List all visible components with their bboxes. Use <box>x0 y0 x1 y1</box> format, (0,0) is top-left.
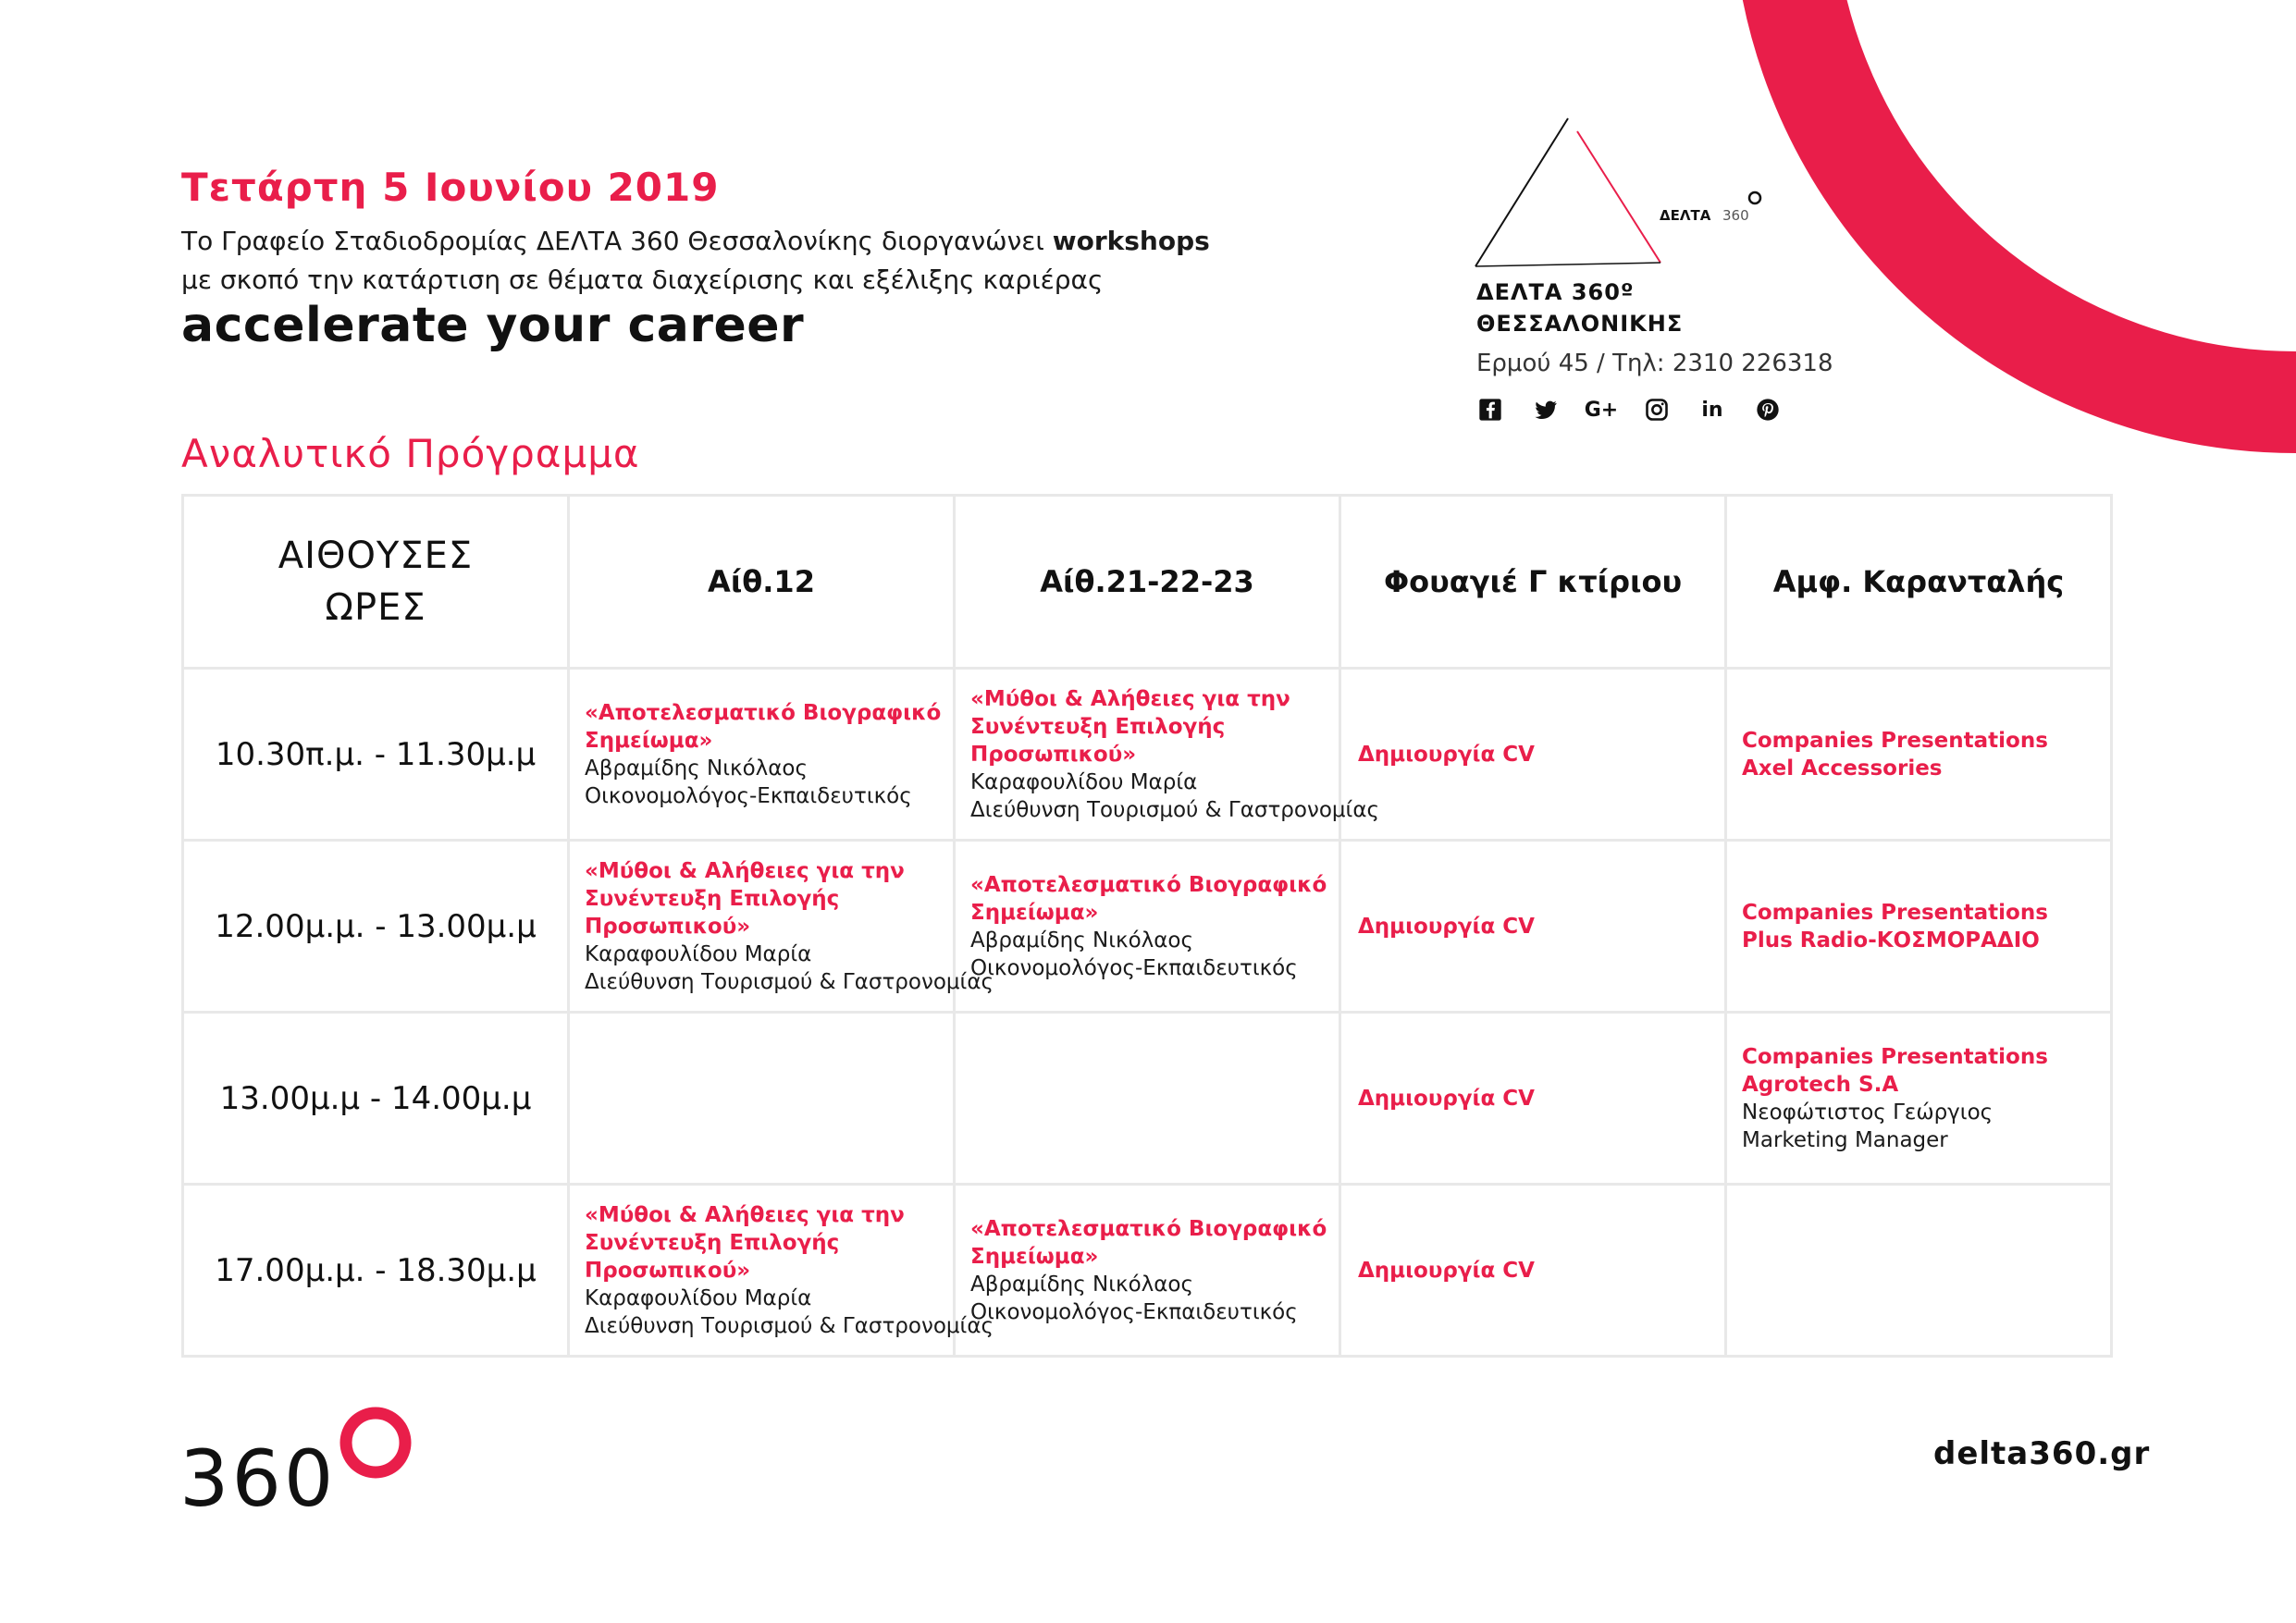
cv-session: Δημιουργία CV <box>1358 742 1535 767</box>
company-cell <box>1726 841 2112 1013</box>
corner-rooms-label: ΑΙΘΟΥΣΕΣ <box>278 535 474 577</box>
linkedin-icon[interactable]: in <box>1701 398 1723 422</box>
time-slot: 12.00μ.μ. - 13.00μ.μ <box>183 841 569 1013</box>
google-plus-icon[interactable]: G+ <box>1584 398 1619 422</box>
corner-hours-label: ΩΡΕΣ <box>325 586 426 629</box>
corner-header <box>183 496 569 669</box>
intro-line1: Το Γραφείο Σταδιοδρομίας ΔΕΛΤΑ 360 Θεσσαλονίκης διοργανώνει <box>181 226 1053 256</box>
brand-ring-icon <box>337 1404 414 1482</box>
session-cell <box>569 841 994 1013</box>
company-cell <box>1726 1013 2112 1185</box>
cv-cell <box>1340 841 1726 1013</box>
company-title: Companies Presentations <box>1742 900 2048 925</box>
logo-mark-number: 360 <box>1722 207 1749 224</box>
intro-text <box>181 222 1210 300</box>
session-title: Προσωπικού» <box>585 914 751 939</box>
cv-session: Δημιουργία CV <box>1358 914 1535 939</box>
time-slot: 10.30π.μ. - 11.30μ.μ <box>183 669 569 841</box>
speaker-role: Διεύθυνση Τουρισμού & Γαστρονομίας <box>585 969 994 994</box>
time-slot: 17.00μ.μ. - 18.30μ.μ <box>183 1185 569 1357</box>
speaker-role: Marketing Manager <box>1742 1127 1948 1152</box>
session-title: «Αποτελεσματικό Βιογραφικό <box>970 1216 1327 1241</box>
speaker-name: Αβραμίδης Νικόλαος <box>970 928 1194 953</box>
cv-session: Δημιουργία CV <box>1358 1258 1535 1283</box>
social-icons <box>1476 396 1782 424</box>
table-row <box>183 669 2112 841</box>
speaker-role: Οικονομολόγος-Εκπαιδευτικός <box>970 955 1298 980</box>
session-cell <box>955 669 1379 841</box>
session-title: Σημείωμα» <box>585 728 713 753</box>
table-header-row <box>183 496 2112 669</box>
speaker-role: Διεύθυνση Τουρισμού & Γαστρονομίας <box>585 1313 994 1338</box>
session-title: «Μύθοι & Αλήθειες για την <box>585 1202 905 1227</box>
table-row <box>183 1013 2112 1185</box>
session-title: Προσωπικού» <box>585 1258 751 1283</box>
session-cell <box>955 841 1340 1013</box>
company-name: Agrotech S.A <box>1742 1072 1899 1097</box>
delta-logo-icon <box>1471 111 1767 277</box>
speaker-role: Οικονομολόγος-Εκπαιδευτικός <box>970 1299 1298 1324</box>
company-name: Plus Radio-ΚΟΣΜΟΡΑΔΙΟ <box>1742 928 2040 953</box>
session-cell <box>569 1185 994 1357</box>
speaker-role: Διεύθυνση Τουρισμού & Γαστρονομίας <box>970 797 1379 822</box>
company-name: Axel Accessories <box>1742 756 1943 781</box>
time-slot: 13.00μ.μ - 14.00μ.μ <box>183 1013 569 1185</box>
speaker-name: Καραφουλίδου Μαρία <box>585 941 812 966</box>
session-title: Σημείωμα» <box>970 1244 1099 1269</box>
empty-cell <box>955 1013 1340 1185</box>
table-row <box>183 841 2112 1013</box>
company-title: Companies Presentations <box>1742 1044 2048 1069</box>
program-title: Αναλυτικό Πρόγραμμα <box>181 431 640 476</box>
brand-number: 360 <box>179 1433 337 1524</box>
session-cell <box>955 1185 1340 1357</box>
cv-cell <box>1340 669 1726 841</box>
logo-mark-text: ΔΕΛΤΑ <box>1660 207 1711 224</box>
cv-cell <box>1340 1185 1726 1357</box>
company-cell <box>1726 669 2112 841</box>
room-header: Φουαγιέ Γ κτίριου <box>1340 496 1726 669</box>
speaker-name: Αβραμίδης Νικόλαος <box>970 1272 1194 1297</box>
schedule-table <box>181 494 2113 1358</box>
speaker-name: Νεοφώτιστος Γεώργιος <box>1742 1100 1994 1125</box>
session-title: «Αποτελεσματικό Βιογραφικό <box>970 872 1327 897</box>
website-link[interactable]: delta360.gr <box>1933 1435 2151 1472</box>
cv-session: Δημιουργία CV <box>1358 1086 1535 1111</box>
session-cell <box>569 669 955 841</box>
session-title: Συνέντευξη Επιλογής <box>970 714 1226 739</box>
speaker-name: Αβραμίδης Νικόλαος <box>585 756 809 781</box>
instagram-icon[interactable] <box>1643 396 1671 424</box>
session-title: Προσωπικού» <box>970 742 1137 767</box>
facebook-icon[interactable] <box>1476 396 1504 424</box>
logo-line2: ΘΕΣΣΑΛΟΝΙΚΗΣ <box>1476 311 1684 337</box>
session-title: Συνέντευξη Επιλογής <box>585 1230 840 1255</box>
speaker-name: Καραφουλίδου Μαρία <box>970 769 1198 794</box>
logo-line1: ΔΕΛΤΑ 360º <box>1476 279 1635 305</box>
cv-cell <box>1340 1013 1726 1185</box>
room-header: Αμφ. Καρανταλής <box>1726 496 2112 669</box>
intro-workshops: workshops <box>1052 226 1210 256</box>
session-title: Σημείωμα» <box>970 900 1099 925</box>
room-header: Αίθ.12 <box>569 496 955 669</box>
session-title: «Μύθοι & Αλήθειες για την <box>970 686 1290 711</box>
empty-cell <box>569 1013 955 1185</box>
intro-line2: με σκοπό την κατάρτιση σε θέματα διαχείρισης και εξέλιξης καριέρας <box>181 264 1104 295</box>
pinterest-icon[interactable] <box>1754 396 1782 424</box>
session-title: «Αποτελεσματικό Βιογραφικό <box>585 700 942 725</box>
logo-address: Ερμού 45 / Τηλ: 2310 226318 <box>1476 350 1833 377</box>
session-title: Συνέντευξη Επιλογής <box>585 886 840 911</box>
event-date: Τετάρτη 5 Ιουνίου 2019 <box>181 165 720 210</box>
speaker-name: Καραφουλίδου Μαρία <box>585 1285 812 1310</box>
empty-cell <box>1726 1185 2112 1357</box>
company-title: Companies Presentations <box>1742 728 2048 753</box>
tagline: accelerate your career <box>181 298 805 353</box>
room-header: Αίθ.21-22-23 <box>955 496 1340 669</box>
session-title: «Μύθοι & Αλήθειες για την <box>585 858 905 883</box>
table-row <box>183 1185 2112 1357</box>
twitter-icon[interactable] <box>1532 396 1560 424</box>
speaker-role: Οικονομολόγος-Εκπαιδευτικός <box>585 783 912 808</box>
